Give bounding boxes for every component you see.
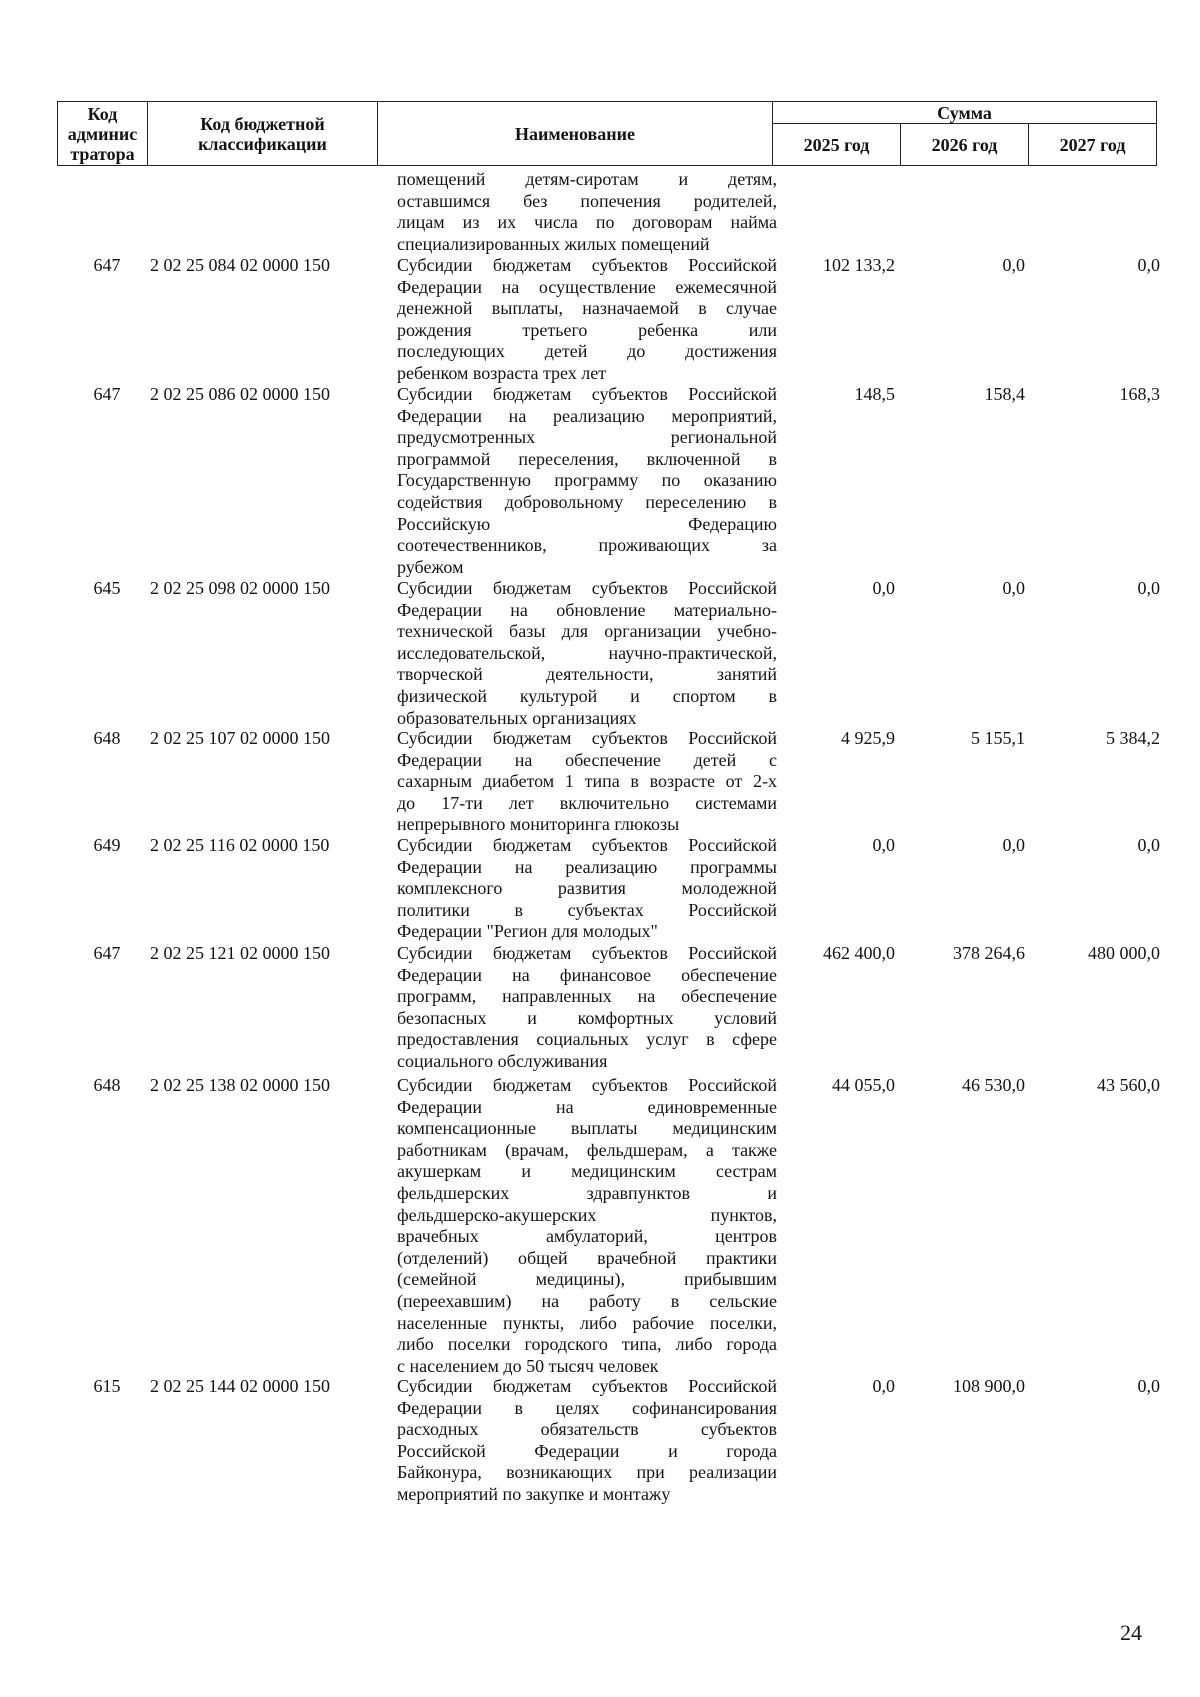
budget-code-cell: 2 02 25 098 02 0000 150 — [150, 578, 330, 598]
amount-2025-cell: 0,0 — [872, 578, 895, 598]
header-year-2025: 2025 год — [773, 124, 901, 166]
name-line: Субсидии бюджетам субъектов Российской — [397, 728, 777, 748]
name-line: рубежом — [397, 556, 464, 577]
header-admin-code: Код админис тратора — [58, 102, 148, 166]
name-line: социального обслуживания — [397, 1051, 608, 1071]
name-line: политики в субъектах Российской — [397, 899, 777, 920]
budget-code-cell: 2 02 25 086 02 0000 150 — [150, 384, 330, 404]
name-line: последующих детей до достижения — [397, 341, 777, 362]
header-budget-code: Код бюджетной классификации — [148, 102, 378, 166]
admin-code-cell: 645 — [93, 578, 121, 598]
name-line: до 17-ти лет включительно системами — [397, 792, 777, 813]
name-line: рождения третьего ребенка или — [397, 319, 777, 340]
amount-2026-cell: 158,4 — [984, 384, 1025, 404]
name-line: Байконура, возникающих при реализации — [397, 1462, 777, 1483]
name-line: специализированных жилых помещений — [397, 233, 710, 254]
budget-code-cell: 2 02 25 107 02 0000 150 — [150, 728, 330, 748]
name-line: с населением до 50 тысяч человек — [397, 1355, 659, 1376]
name-line: (переехавшим) на работу в сельские — [397, 1291, 777, 1311]
name-line: предусмотренных региональной — [397, 427, 777, 448]
name-line: программой переселения, включенной в — [397, 448, 777, 469]
name-line: Федерации на обновление материально- — [397, 599, 777, 620]
amount-2027-cell: 43 560,0 — [1097, 1075, 1160, 1095]
name-line: Российскую Федерацию — [397, 513, 777, 534]
name-line: Субсидии бюджетам субъектов Российской — [397, 835, 777, 855]
amount-2027-cell: 0,0 — [1137, 1376, 1160, 1396]
amount-2027-cell: 0,0 — [1137, 835, 1160, 855]
amount-2027-cell: 5 384,2 — [1106, 728, 1160, 748]
page-number: 24 — [1120, 1620, 1142, 1645]
budget-code-cell: 2 02 25 144 02 0000 150 — [150, 1376, 330, 1396]
name-line: физической культурой и спортом в — [397, 686, 777, 706]
name-line: комплексного развития молодежной — [397, 878, 777, 899]
budget-code-cell: 2 02 25 138 02 0000 150 — [150, 1075, 330, 1095]
name-line: ребенком возраста трех лет — [397, 363, 607, 383]
admin-code-cell: 647 — [93, 943, 121, 963]
amount-2025-cell: 44 055,0 — [832, 1075, 895, 1095]
amount-2026-cell: 0,0 — [1002, 255, 1025, 275]
name-line: Российской Федерации и города — [397, 1440, 777, 1461]
name-line: компенсационные выплаты медицинским — [397, 1118, 777, 1139]
name-line: исследовательской, научно-практической, — [397, 642, 777, 663]
name-line: безопасных и комфортных условий — [397, 1007, 777, 1028]
amount-2026-cell: 0,0 — [1002, 578, 1025, 598]
name-line: врачебных амбулаторий, центров — [397, 1226, 777, 1247]
name-line: (отделений) общей врачебной практики — [397, 1247, 777, 1268]
name-line: Федерации на реализацию мероприятий, — [397, 405, 777, 426]
name-line: Субсидии бюджетам субъектов Российской — [397, 255, 777, 275]
name-line: денежной выплаты, назначаемой в случае — [397, 298, 777, 319]
amount-2025-cell: 0,0 — [872, 835, 895, 855]
name-line: Федерации на обеспечение детей с — [397, 749, 777, 770]
amount-2025-cell: 0,0 — [872, 1376, 895, 1396]
admin-code-cell: 648 — [93, 728, 121, 748]
budget-code-cell: 2 02 25 121 02 0000 150 — [150, 943, 330, 963]
name-line: фельдшерских здравпунктов и — [397, 1183, 777, 1203]
name-line: (семейной медицины), прибывшим — [397, 1269, 777, 1290]
name-line: Государственную программу по оказанию — [397, 470, 777, 491]
name-line: предоставления социальных услуг в сфере — [397, 1029, 777, 1050]
admin-code-cell: 649 — [93, 835, 121, 855]
amount-2027-cell: 480 000,0 — [1088, 943, 1160, 963]
name-line: Субсидии бюджетам субъектов Российской — [397, 578, 777, 598]
name-line: населенные пункты, либо рабочие поселки, — [397, 1312, 777, 1333]
name-line: лицам из их числа по договорам найма — [397, 212, 777, 233]
name-line: Федерации на осуществление ежемесячной — [397, 276, 777, 297]
name-line: фельдшерско-акушерских пунктов, — [397, 1204, 777, 1225]
budget-code-cell: 2 02 25 084 02 0000 150 — [150, 255, 330, 275]
header-year-2026: 2026 год — [901, 124, 1029, 166]
name-line: образовательных организациях — [397, 707, 637, 728]
name-line: содействия добровольному переселению в — [397, 492, 777, 512]
name-line: творческой деятельности, занятий — [397, 664, 777, 685]
name-line: непрерывного мониторинга глюкозы — [397, 814, 680, 835]
table-header — [57, 101, 1157, 166]
amount-2025-cell: 148,5 — [854, 384, 895, 404]
name-line: мероприятий по закупке и монтажу — [397, 1484, 671, 1504]
amount-2026-cell: 378 264,6 — [953, 943, 1025, 963]
amount-2026-cell: 108 900,0 — [953, 1376, 1025, 1396]
header-name: Наименование — [378, 102, 773, 166]
amount-2027-cell: 168,3 — [1119, 384, 1160, 404]
budget-code-cell: 2 02 25 116 02 0000 150 — [150, 835, 330, 855]
name-line: Субсидии бюджетам субъектов Российской — [397, 1075, 777, 1095]
name-line: акушеркам и медицинским сестрам — [397, 1161, 777, 1182]
amount-2027-cell: 0,0 — [1137, 578, 1160, 598]
amount-2025-cell: 4 925,9 — [841, 728, 895, 748]
name-line: Федерации на единовременные — [397, 1096, 777, 1117]
admin-code-cell: 648 — [93, 1075, 121, 1095]
name-line: Федерации на реализацию программы — [397, 856, 777, 877]
name-line: работникам (врачам, фельдшерам, а также — [397, 1139, 777, 1160]
name-line: технической базы для организации учебно- — [397, 621, 777, 642]
header-year-2027: 2027 год — [1029, 124, 1157, 166]
name-line: Федерации в целях софинансирования — [397, 1397, 777, 1418]
name-line: Субсидии бюджетам субъектов Российской — [397, 943, 777, 963]
name-line: оставшимся без попечения родителей, — [397, 190, 777, 211]
name-line: помещений детям-сиротам и детям, — [397, 169, 777, 189]
amount-2026-cell: 0,0 — [1002, 835, 1025, 855]
name-line: сахарным диабетом 1 типа в возрасте от 2-х — [397, 771, 777, 792]
amount-2025-cell: 462 400,0 — [823, 943, 895, 963]
header-sum: Сумма — [773, 102, 1157, 124]
name-line: Субсидии бюджетам субъектов Российской — [397, 1376, 777, 1396]
name-line: Федерации на финансовое обеспечение — [397, 964, 777, 985]
admin-code-cell: 647 — [93, 384, 121, 404]
name-line: Федерации "Регион для молодых" — [397, 921, 658, 942]
name-line: расходных обязательств субъектов — [397, 1419, 777, 1440]
admin-code-cell: 647 — [93, 255, 121, 275]
admin-code-cell: 615 — [93, 1376, 121, 1396]
name-line: Субсидии бюджетам субъектов Российской — [397, 384, 777, 404]
name-line: либо поселки городского типа, либо города — [397, 1334, 777, 1355]
amount-2026-cell: 46 530,0 — [962, 1075, 1025, 1095]
amount-2026-cell: 5 155,1 — [971, 728, 1025, 748]
name-line: программ, направленных на обеспечение — [397, 986, 777, 1007]
amount-2025-cell: 102 133,2 — [823, 255, 895, 275]
name-line: соотечественников, проживающих за — [397, 535, 777, 556]
amount-2027-cell: 0,0 — [1137, 255, 1160, 275]
